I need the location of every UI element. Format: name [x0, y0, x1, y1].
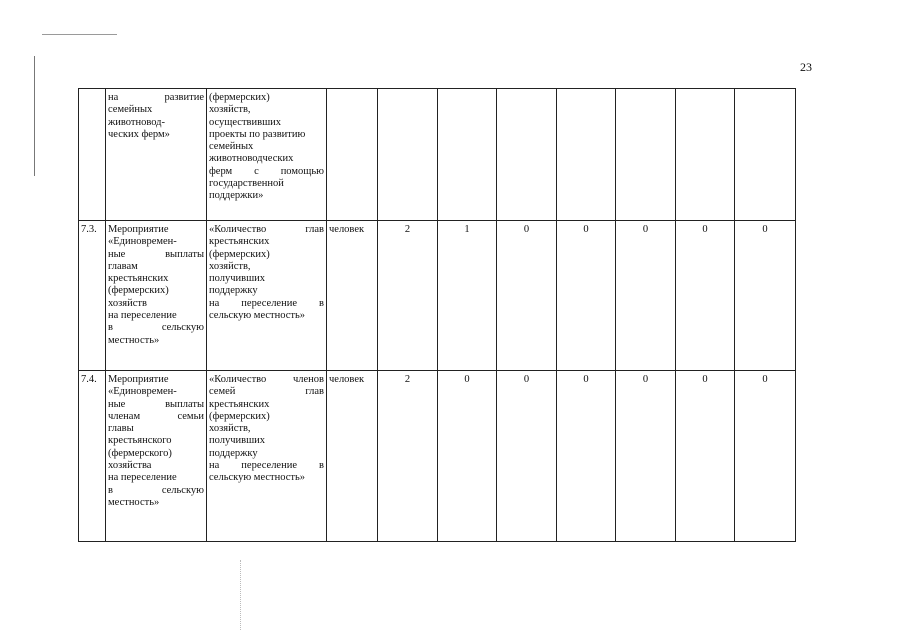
event-name-word: выплаты [165, 398, 204, 410]
indicator-name-word: хозяйств, [209, 104, 251, 116]
value-cell [735, 89, 796, 221]
event-name-line [108, 117, 204, 129]
indicator-name-word: глав [305, 386, 324, 398]
value-cell [378, 89, 438, 221]
indicator-name-line [209, 224, 324, 236]
indicator-name-word: переселение [241, 460, 297, 472]
indicator-name-word: государственной [209, 178, 284, 190]
event-name-line [108, 411, 204, 423]
event-name-word: (фермерского) [108, 447, 172, 459]
indicator-name-word: «Количество [209, 374, 267, 385]
event-name-line [108, 472, 204, 484]
event-name-word: Мероприятие [108, 374, 169, 385]
event-name-line [108, 399, 204, 411]
indicator-name-word: поддержку [209, 285, 258, 297]
indicator-name-word: хозяйств, [209, 423, 251, 435]
indicator-name-line [209, 153, 324, 165]
value-cell: 2 [378, 221, 438, 371]
value-cell: 0 [676, 371, 735, 542]
indicator-name-word: сельскую местность» [209, 472, 306, 484]
value-cell [676, 89, 735, 221]
event-name-word: семейных [108, 104, 153, 116]
event-name-cell [106, 371, 207, 542]
indicator-name-line [209, 166, 324, 178]
value-cell: 0 [735, 371, 796, 542]
indicator-name-line [209, 285, 324, 297]
event-name-line [108, 298, 204, 310]
indicator-name-word: поддержки» [209, 190, 264, 202]
event-name-line [108, 104, 204, 116]
indicator-name-word: животноводческих [209, 153, 294, 165]
unit-cell: человек [327, 221, 378, 371]
indicator-name-word: в [319, 297, 324, 309]
event-name-line [108, 249, 204, 261]
indicator-name-word: членов [292, 374, 324, 385]
event-name-word: животновод- [108, 116, 166, 128]
event-name-word: главам [108, 260, 138, 272]
event-name-line [108, 485, 204, 497]
table-row [79, 221, 796, 371]
indicator-name-line [209, 423, 324, 435]
indicator-name-word: крестьянских [209, 236, 270, 248]
unit-cell: человек [327, 371, 378, 542]
value-cell: 0 [438, 371, 497, 542]
indicator-name-word: сельскую местность» [209, 310, 306, 322]
event-name-word: местность» [108, 496, 160, 508]
indicator-name-line [209, 92, 324, 104]
data-table [78, 88, 796, 542]
indicator-name-cell [207, 89, 327, 221]
event-name-word: в [108, 322, 113, 334]
indicator-name-word: проекты по развитию [209, 128, 306, 140]
row-number-cell: 7.3. [79, 221, 106, 371]
indicator-name-line [209, 399, 324, 411]
indicator-name-word: на [209, 297, 220, 309]
indicator-name-line [209, 129, 324, 141]
event-name-word: ческих ферм» [108, 128, 170, 140]
value-cell: 0 [557, 221, 616, 371]
indicator-name-word: переселение [241, 297, 297, 309]
event-name-line [108, 322, 204, 334]
page-number: 23 [800, 60, 812, 74]
event-name-word: ные [108, 248, 126, 260]
event-name-word: семьи [177, 410, 204, 422]
event-name-word: на [108, 92, 119, 103]
event-name-word: хозяйств [108, 297, 147, 309]
event-name-word: крестьянского [108, 435, 172, 447]
indicator-name-word: (фермерских) [209, 248, 270, 260]
value-cell [557, 89, 616, 221]
indicator-name-line [209, 386, 324, 398]
indicator-name-word: осуществивших [209, 116, 282, 128]
event-name-cell [106, 221, 207, 371]
event-name-word: главы [108, 423, 134, 435]
indicator-name-word: получивших [209, 273, 266, 285]
event-name-line [108, 261, 204, 273]
indicator-name-line [209, 249, 324, 261]
event-name-word: развитие [164, 92, 204, 103]
indicator-name-word: глав [305, 224, 324, 235]
event-name-line [108, 224, 204, 236]
value-cell: 0 [735, 221, 796, 371]
indicator-name-word: (фермерских) [209, 92, 270, 103]
indicator-name-line [209, 411, 324, 423]
indicator-name-word: «Количество [209, 224, 267, 235]
scan-artifact-margin-line [34, 56, 35, 176]
event-name-word: крестьянских [108, 273, 169, 285]
indicator-name-line [209, 261, 324, 273]
event-name-word: на переселение [108, 310, 177, 322]
indicator-name-line [209, 472, 324, 484]
indicator-name-word: помощью [280, 165, 324, 177]
value-cell [438, 89, 497, 221]
indicator-name-line [209, 236, 324, 248]
indicator-name-word: поддержку [209, 447, 258, 459]
event-name-word: хозяйства [108, 460, 152, 472]
event-name-line [108, 285, 204, 297]
event-name-line [108, 92, 204, 104]
event-name-line [108, 460, 204, 472]
indicator-name-line [209, 141, 324, 153]
indicator-name-word: в [319, 460, 324, 472]
unit-cell [327, 89, 378, 221]
event-name-line [108, 448, 204, 460]
event-name-line [108, 386, 204, 398]
row-number-cell [79, 89, 106, 221]
event-name-line [108, 273, 204, 285]
indicator-name-line [209, 273, 324, 285]
event-name-word: «Единовремен- [108, 236, 177, 248]
event-name-line [108, 310, 204, 322]
event-name-word: сельскую [161, 322, 204, 334]
event-name-word: членам [108, 410, 141, 422]
value-cell: 0 [676, 221, 735, 371]
event-name-line [108, 374, 204, 386]
indicator-name-line [209, 310, 324, 322]
event-name-word: Мероприятие [108, 224, 169, 235]
indicator-name-line [209, 435, 324, 447]
event-name-line [108, 129, 204, 141]
event-name-word: на переселение [108, 472, 177, 484]
indicator-name-word: хозяйств, [209, 260, 251, 272]
event-name-word: (фермерских) [108, 285, 169, 297]
event-name-word: выплаты [165, 248, 204, 260]
value-cell: 0 [497, 371, 557, 542]
indicator-name-line [209, 104, 324, 116]
indicator-name-word: получивших [209, 435, 266, 447]
event-name-line [108, 497, 204, 509]
event-name-word: «Единовремен- [108, 386, 177, 398]
indicator-name-word: семейных [209, 141, 254, 153]
indicator-name-cell [207, 371, 327, 542]
indicator-name-line [209, 298, 324, 310]
event-name-line [108, 423, 204, 435]
event-name-word: ные [108, 398, 126, 410]
indicator-name-word: крестьянских [209, 398, 270, 410]
event-name-word: в [108, 484, 113, 496]
value-cell: 0 [616, 371, 676, 542]
row-number-cell: 7.4. [79, 371, 106, 542]
indicator-name-word: (фермерских) [209, 410, 270, 422]
indicator-name-line [209, 178, 324, 190]
scan-artifact-line [42, 34, 117, 35]
indicator-name-word: ферм [209, 165, 233, 177]
indicator-name-line [209, 117, 324, 129]
value-cell: 1 [438, 221, 497, 371]
event-name-cell [106, 89, 207, 221]
value-cell: 0 [497, 221, 557, 371]
indicator-name-line [209, 448, 324, 460]
indicator-name-line [209, 190, 324, 202]
value-cell: 2 [378, 371, 438, 542]
event-name-word: сельскую [161, 484, 204, 496]
event-name-line [108, 236, 204, 248]
indicator-name-cell [207, 221, 327, 371]
event-name-line [108, 335, 204, 347]
scan-artifact-dots [240, 560, 242, 630]
table-row [79, 371, 796, 542]
event-name-word: местность» [108, 334, 160, 346]
value-cell [616, 89, 676, 221]
event-name-line [108, 435, 204, 447]
indicator-name-line [209, 460, 324, 472]
value-cell [497, 89, 557, 221]
indicator-name-line [209, 374, 324, 386]
value-cell: 0 [616, 221, 676, 371]
indicator-name-word: с [254, 165, 259, 177]
indicator-name-word: семей [209, 386, 236, 398]
indicator-name-word: на [209, 460, 220, 472]
table-row [79, 89, 796, 221]
value-cell: 0 [557, 371, 616, 542]
